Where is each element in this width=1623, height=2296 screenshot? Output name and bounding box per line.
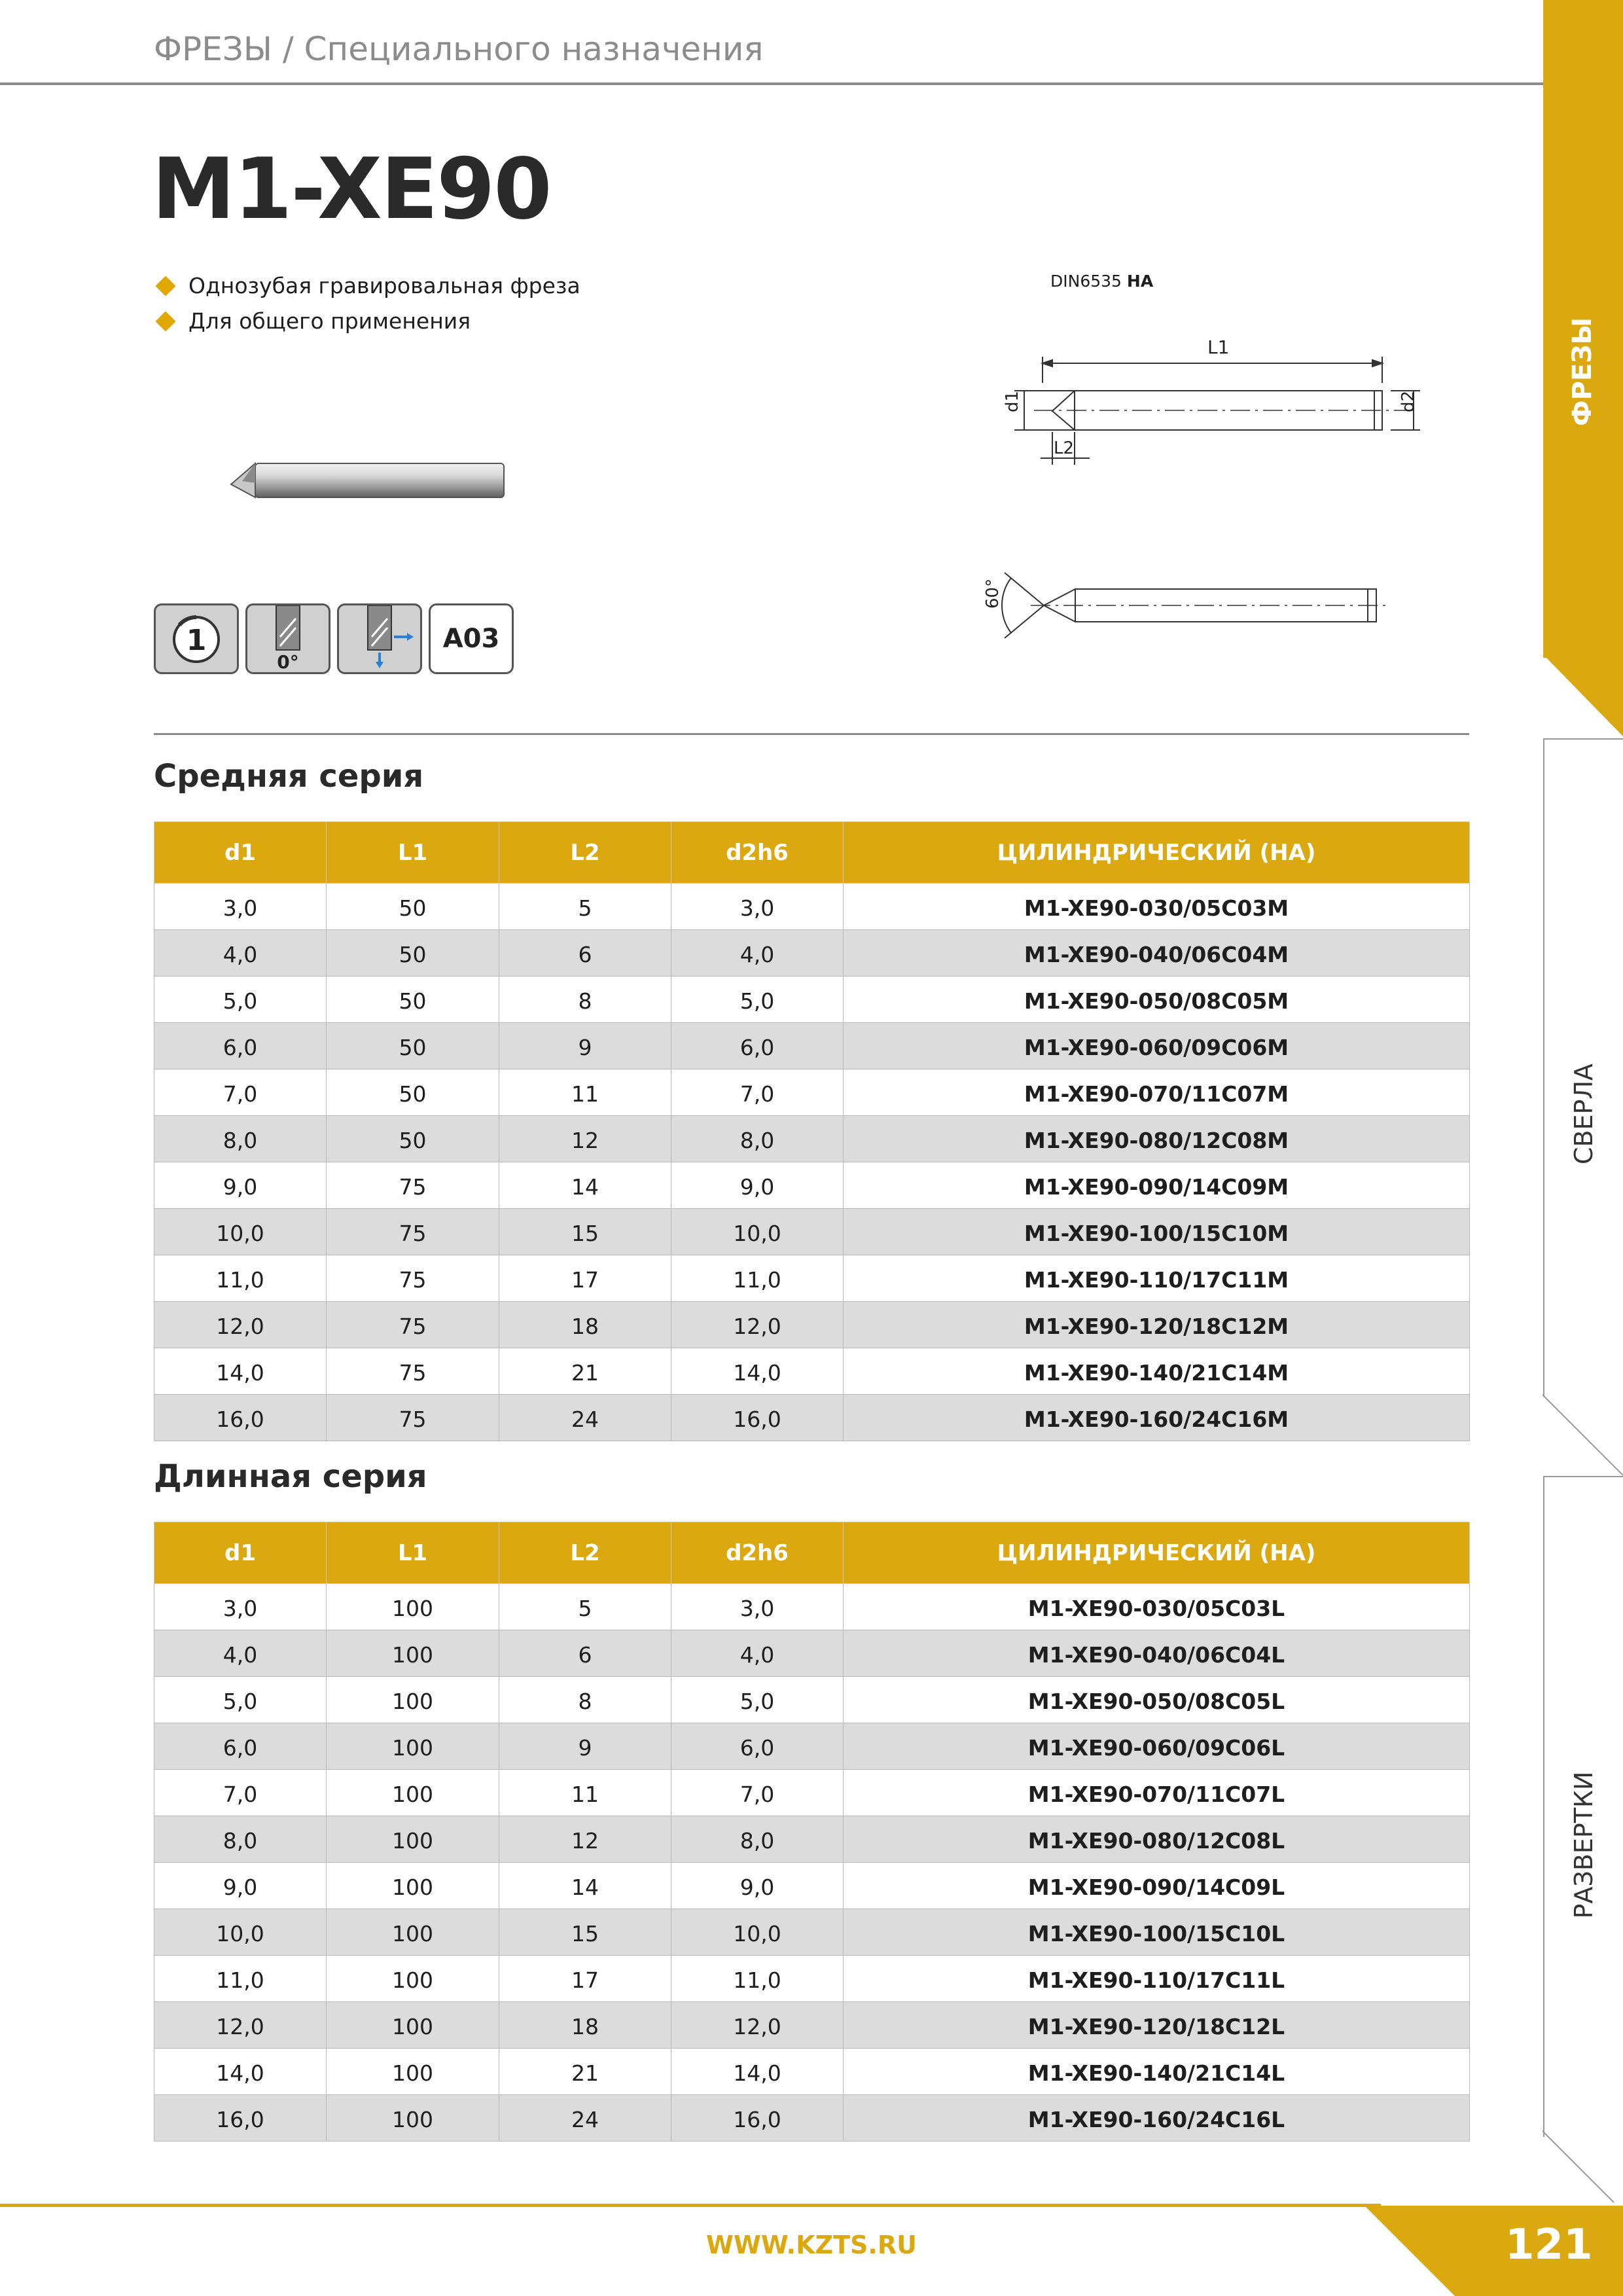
table-row <box>154 1723 1470 1770</box>
table-cell: 9,0 <box>154 1863 327 1909</box>
standard-code: DIN6535 <box>1050 272 1122 291</box>
side-tab-label: СВЕРЛА <box>1569 1063 1598 1165</box>
table-cell: 6,0 <box>671 1023 844 1069</box>
table-row <box>154 1630 1470 1677</box>
table-row <box>154 1302 1470 1348</box>
material-code-badge: A03 <box>429 603 514 674</box>
table-cell: 75 <box>327 1255 499 1302</box>
table-cell: 7,0 <box>671 1770 844 1816</box>
table-cell: 10,0 <box>154 1209 327 1255</box>
table-row <box>154 1116 1470 1162</box>
article-code-cell: M1-XE90-140/21C14M <box>844 1348 1470 1395</box>
table-cell: 5,0 <box>671 1677 844 1723</box>
table-cell: 8,0 <box>154 1816 327 1863</box>
table-cell: 11 <box>499 1069 671 1116</box>
table-cell: 16,0 <box>671 1395 844 1441</box>
breadcrumb: ФРЕЗЫ / Специального назначения <box>154 30 764 68</box>
article-code-cell: M1-XE90-160/24C16L <box>844 2095 1470 2142</box>
table-cell: 21 <box>499 1348 671 1395</box>
footer-link[interactable]: WWW.KZTS.RU <box>706 2231 917 2259</box>
table-cell: 9 <box>499 1723 671 1770</box>
table-cell: 16,0 <box>671 2095 844 2142</box>
table-cell: 7,0 <box>154 1069 327 1116</box>
table-cell: 6,0 <box>671 1723 844 1770</box>
table-cell: 12,0 <box>154 1302 327 1348</box>
article-code-cell: M1-XE90-060/09C06M <box>844 1023 1470 1069</box>
header-divider <box>0 82 1543 85</box>
diamond-bullet-icon <box>155 311 175 331</box>
table-cell: 4,0 <box>154 1630 327 1677</box>
article-code-cell: M1-XE90-050/08C05L <box>844 1677 1470 1723</box>
table-cell: 11 <box>499 1770 671 1816</box>
table-cell: 12 <box>499 1816 671 1863</box>
page-number: 121 <box>1505 2221 1593 2269</box>
table-cell: 3,0 <box>671 884 844 930</box>
table-cell: 10,0 <box>671 1909 844 1956</box>
table-cell: 8,0 <box>671 1116 844 1162</box>
table-row <box>154 884 1470 930</box>
feature-text: Для общего применения <box>188 308 471 334</box>
table-cell: 17 <box>499 1255 671 1302</box>
table-row <box>154 2002 1470 2049</box>
table-cell: 18 <box>499 1302 671 1348</box>
table-row <box>154 1162 1470 1209</box>
table-cell: 17 <box>499 1956 671 2002</box>
article-code-cell: M1-XE90-110/17C11L <box>844 1956 1470 2002</box>
article-code-cell: M1-XE90-110/17C11M <box>844 1255 1470 1302</box>
table-cell: 50 <box>327 930 499 977</box>
table-cell: 10,0 <box>154 1909 327 1956</box>
article-code-cell: M1-XE90-120/18C12L <box>844 2002 1470 2049</box>
article-code-cell: M1-XE90-080/12C08M <box>844 1116 1470 1162</box>
table-row <box>154 1023 1470 1069</box>
table-cell: 8 <box>499 977 671 1023</box>
feature-list <box>156 270 580 340</box>
table-cell: 100 <box>327 1723 499 1770</box>
table-cell: 12 <box>499 1116 671 1162</box>
article-code-cell: M1-XE90-040/06C04L <box>844 1630 1470 1677</box>
table-row <box>154 1348 1470 1395</box>
table-cell: 7,0 <box>154 1770 327 1816</box>
footer-divider <box>0 2204 1381 2207</box>
table-cell: 3,0 <box>154 884 327 930</box>
l1-label: L1 <box>1207 336 1230 358</box>
article-code-cell: M1-XE90-120/18C12M <box>844 1302 1470 1348</box>
table-cell: 100 <box>327 2002 499 2049</box>
table-cell: 100 <box>327 1770 499 1816</box>
side-tab-reamers[interactable] <box>1543 1476 1623 2137</box>
side-tab-label: РАЗВЕРТКИ <box>1569 1771 1598 1919</box>
table-cell: 14,0 <box>154 2049 327 2095</box>
table-cell: 8,0 <box>671 1816 844 1863</box>
table-cell: 100 <box>327 1630 499 1677</box>
long-series-table <box>154 1522 1470 2142</box>
article-code-cell: M1-XE90-030/05C03L <box>844 1584 1470 1630</box>
column-header: d2h6 <box>671 822 844 884</box>
table-cell: 15 <box>499 1909 671 1956</box>
angle-label: 60° <box>983 578 1003 609</box>
table-row <box>154 1956 1470 2002</box>
table-cell: 6,0 <box>154 1723 327 1770</box>
article-code-cell: M1-XE90-030/05C03M <box>844 884 1470 930</box>
table-cell: 6 <box>499 930 671 977</box>
table-row <box>154 1863 1470 1909</box>
table-cell: 50 <box>327 884 499 930</box>
table-row <box>154 977 1470 1023</box>
article-code-cell: M1-XE90-080/12C08L <box>844 1816 1470 1863</box>
table-cell: 75 <box>327 1162 499 1209</box>
column-header: L1 <box>327 1522 499 1584</box>
table-cell: 100 <box>327 2095 499 2142</box>
table-cell: 100 <box>327 1863 499 1909</box>
helix-angle-icon <box>245 603 330 674</box>
article-code-cell: M1-XE90-070/11C07L <box>844 1770 1470 1816</box>
article-code-cell: M1-XE90-100/15C10L <box>844 1909 1470 1956</box>
column-header: d2h6 <box>671 1522 844 1584</box>
table-cell: 11,0 <box>671 1956 844 2002</box>
table-cell: 50 <box>327 1023 499 1069</box>
tool-photo <box>226 452 553 511</box>
table-cell: 16,0 <box>154 2095 327 2142</box>
table-cell: 100 <box>327 2049 499 2095</box>
table-cell: 4,0 <box>671 1630 844 1677</box>
table-cell: 75 <box>327 1209 499 1255</box>
feature-text: Однозубая гравировальная фреза <box>188 273 580 298</box>
table-cell: 100 <box>327 1909 499 1956</box>
table-cell: 5 <box>499 1584 671 1630</box>
table-cell: 14 <box>499 1162 671 1209</box>
table-cell: 10,0 <box>671 1209 844 1255</box>
table-cell: 75 <box>327 1395 499 1441</box>
side-tab-label: ФРЕЗЫ <box>1567 317 1597 427</box>
table-cell: 11,0 <box>154 1255 327 1302</box>
column-header: d1 <box>154 822 327 884</box>
table-cell: 4,0 <box>671 930 844 977</box>
column-header: ЦИЛИНДРИЧЕСКИЙ (HA) <box>844 822 1470 884</box>
table-cell: 9,0 <box>154 1162 327 1209</box>
table-row <box>154 1677 1470 1723</box>
product-title: M1-XE90 <box>152 141 551 238</box>
tab-corner <box>1543 655 1623 736</box>
table-cell: 5,0 <box>154 977 327 1023</box>
d1-label: d1 <box>1003 390 1022 412</box>
feed-direction-icon <box>337 603 422 674</box>
table-cell: 5,0 <box>154 1677 327 1723</box>
section-divider <box>154 733 1469 735</box>
column-header: L1 <box>327 822 499 884</box>
table-cell: 6 <box>499 1630 671 1677</box>
table-cell: 8,0 <box>154 1116 327 1162</box>
tab-corner <box>1542 1394 1623 1476</box>
helix-angle-value: 0° <box>277 651 299 672</box>
feature-item <box>156 270 580 305</box>
dimension-drawing <box>982 334 1440 478</box>
flute-count-icon <box>154 603 239 674</box>
table-cell: 8 <box>499 1677 671 1723</box>
article-code-cell: M1-XE90-060/09C06L <box>844 1723 1470 1770</box>
table-cell: 50 <box>327 977 499 1023</box>
feature-item <box>156 305 580 340</box>
flute-count-value: 1 <box>186 624 207 657</box>
column-header: L2 <box>499 1522 671 1584</box>
diamond-bullet-icon <box>155 276 175 296</box>
column-header: ЦИЛИНДРИЧЕСКИЙ (HA) <box>844 1522 1470 1584</box>
table-cell: 18 <box>499 2002 671 2049</box>
table-cell: 75 <box>327 1302 499 1348</box>
shank-type: HA <box>1126 272 1154 291</box>
d2-label: d2 <box>1399 390 1418 412</box>
table-cell: 50 <box>327 1116 499 1162</box>
article-code-cell: M1-XE90-090/14C09M <box>844 1162 1470 1209</box>
table-cell: 100 <box>327 1956 499 2002</box>
article-code-cell: M1-XE90-040/06C04M <box>844 930 1470 977</box>
table-cell: 16,0 <box>154 1395 327 1441</box>
l2-label: L2 <box>1054 439 1075 458</box>
table-cell: 100 <box>327 1816 499 1863</box>
side-tab-mills[interactable] <box>1543 0 1623 658</box>
table-cell: 12,0 <box>154 2002 327 2049</box>
side-tab-drills[interactable] <box>1543 738 1623 1396</box>
table-cell: 14,0 <box>154 1348 327 1395</box>
table-cell: 7,0 <box>671 1069 844 1116</box>
angle-drawing <box>972 560 1391 658</box>
table-cell: 9,0 <box>671 1863 844 1909</box>
table-row <box>154 1770 1470 1816</box>
table-cell: 3,0 <box>671 1584 844 1630</box>
table-cell: 3,0 <box>154 1584 327 1630</box>
article-code-cell: M1-XE90-070/11C07M <box>844 1069 1470 1116</box>
table-cell: 15 <box>499 1209 671 1255</box>
table-row <box>154 1909 1470 1956</box>
table-row <box>154 1395 1470 1441</box>
table-row <box>154 2095 1470 2142</box>
table-cell: 5,0 <box>671 977 844 1023</box>
column-header: d1 <box>154 1522 327 1584</box>
table-cell: 11,0 <box>671 1255 844 1302</box>
article-code-cell: M1-XE90-050/08C05M <box>844 977 1470 1023</box>
table-cell: 12,0 <box>671 2002 844 2049</box>
table-cell: 24 <box>499 1395 671 1441</box>
article-code-cell: M1-XE90-160/24C16M <box>844 1395 1470 1441</box>
article-code-cell: M1-XE90-100/15C10M <box>844 1209 1470 1255</box>
table-cell: 14,0 <box>671 1348 844 1395</box>
article-code-cell: M1-XE90-140/21C14L <box>844 2049 1470 2095</box>
article-code-cell: M1-XE90-090/14C09L <box>844 1863 1470 1909</box>
table-row <box>154 2049 1470 2095</box>
table-cell: 50 <box>327 1069 499 1116</box>
table-row <box>154 930 1470 977</box>
medium-series-table <box>154 821 1470 1441</box>
table-row <box>154 1816 1470 1863</box>
table-row <box>154 1584 1470 1630</box>
table-cell: 9 <box>499 1023 671 1069</box>
table-cell: 5 <box>499 884 671 930</box>
medium-series-title: Средняя серия <box>154 758 424 795</box>
table-row <box>154 1209 1470 1255</box>
table-cell: 4,0 <box>154 930 327 977</box>
table-cell: 100 <box>327 1584 499 1630</box>
tab-corner <box>1542 2130 1623 2204</box>
table-row <box>154 1255 1470 1302</box>
table-cell: 21 <box>499 2049 671 2095</box>
table-cell: 24 <box>499 2095 671 2142</box>
table-cell: 14 <box>499 1863 671 1909</box>
table-cell: 100 <box>327 1677 499 1723</box>
long-series-title: Длинная серия <box>154 1458 427 1495</box>
table-header-row <box>154 1522 1470 1584</box>
table-cell: 9,0 <box>671 1162 844 1209</box>
column-header: L2 <box>499 822 671 884</box>
table-cell: 75 <box>327 1348 499 1395</box>
table-row <box>154 1069 1470 1116</box>
table-cell: 11,0 <box>154 1956 327 2002</box>
table-cell: 12,0 <box>671 1302 844 1348</box>
table-header-row <box>154 822 1470 884</box>
table-cell: 14,0 <box>671 2049 844 2095</box>
standard-label <box>1050 272 1153 291</box>
table-cell: 6,0 <box>154 1023 327 1069</box>
